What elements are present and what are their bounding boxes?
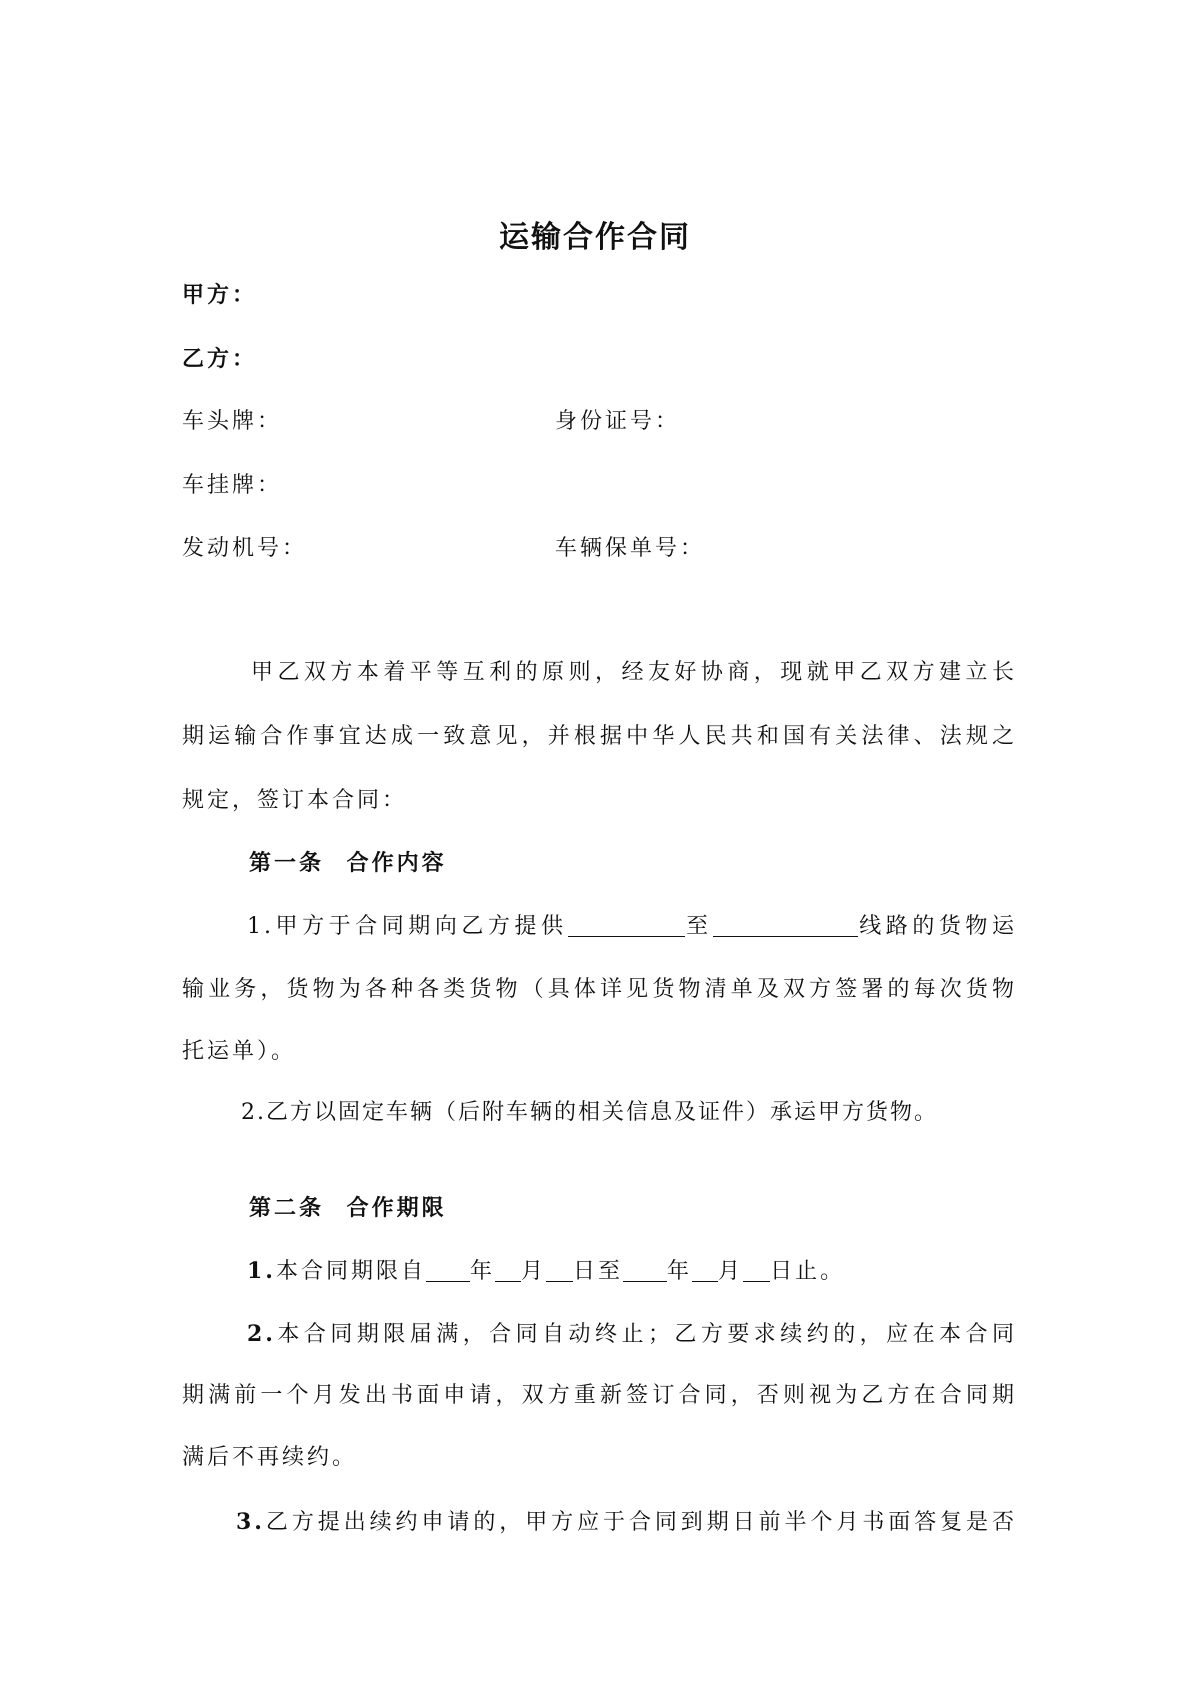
blank-end-year: [623, 1261, 667, 1282]
blank-start-year: [426, 1261, 470, 1282]
clause-text: 月: [718, 1259, 744, 1284]
clause-text: 年: [469, 1259, 495, 1284]
clause-text: 日至: [573, 1259, 624, 1284]
preamble-line: 期运输合作事宜达成一致意见，并根据中华人民共和国有关法律、法规之: [182, 724, 1017, 749]
clause-text: 本合同期限自: [275, 1259, 426, 1284]
preamble-line: 甲乙双方本着平等互利的原则，经友好协商，现就甲乙双方建立长: [251, 660, 1017, 685]
blank-start-location: [568, 916, 685, 937]
engine-number-label: 发动机号：: [182, 536, 308, 561]
article-2-heading: 第二条 合作期限: [249, 1195, 447, 1221]
trailer-plate-label: 车挂牌：: [182, 473, 283, 498]
party-a-label: 甲方：: [182, 282, 258, 308]
clause-number: 3.: [236, 1509, 265, 1535]
clause-number: 2.: [247, 1321, 276, 1347]
article-1-clause-1-line: 托运单）。: [182, 1039, 297, 1064]
id-number-label: 身份证号：: [555, 409, 681, 434]
party-b-label: 乙方：: [182, 346, 258, 372]
document-title: 运输合作合同: [499, 220, 691, 255]
article-2-clause-2: [247, 1320, 1017, 1349]
clause-text: 本合同期限届满，合同自动终止；乙方要求续约的，应在本合同: [275, 1322, 1017, 1347]
preamble-line: 规定，签订本合同：: [182, 788, 408, 813]
clause-text: 1.甲方于合同期向乙方提供: [247, 914, 568, 939]
head-plate-label: 车头牌：: [182, 409, 283, 434]
blank-start-day: [546, 1261, 573, 1282]
clause-text: 线路的货物运: [857, 914, 1017, 939]
clause-number: 1.: [247, 1258, 276, 1284]
clause-text: 日止。: [770, 1259, 846, 1284]
blank-end-day: [743, 1261, 770, 1282]
clause-text: 乙方提出续约申请的，甲方应于合同到期日前半个月书面答复是否: [264, 1510, 1017, 1535]
blank-end-location: [713, 916, 858, 937]
article-2-clause-3: [236, 1508, 1017, 1537]
article-1-clause-2: 2.乙方以固定车辆（后附车辆的相关信息及证件）承运甲方货物。: [241, 1100, 938, 1125]
article-1-clause-1: [247, 913, 1017, 941]
article-1-heading: 第一条 合作内容: [249, 850, 447, 876]
article-1-clause-1-line: 输业务，货物为各种各类货物（具体详见货物清单及双方签署的每次货物: [182, 977, 1017, 1002]
clause-text: 年: [667, 1259, 693, 1284]
article-2-clause-1: [247, 1257, 845, 1286]
blank-end-month: [692, 1261, 718, 1282]
clause-text: 月: [521, 1259, 547, 1284]
blank-start-month: [495, 1261, 521, 1282]
article-2-clause-2-line: 满后不再续约。: [182, 1445, 358, 1470]
insurance-number-label: 车辆保单号：: [555, 536, 706, 561]
clause-text: 至: [684, 914, 713, 939]
article-2-clause-2-line: 期满前一个月发出书面申请，双方重新签订合同，否则视为乙方在合同期: [182, 1383, 1017, 1408]
